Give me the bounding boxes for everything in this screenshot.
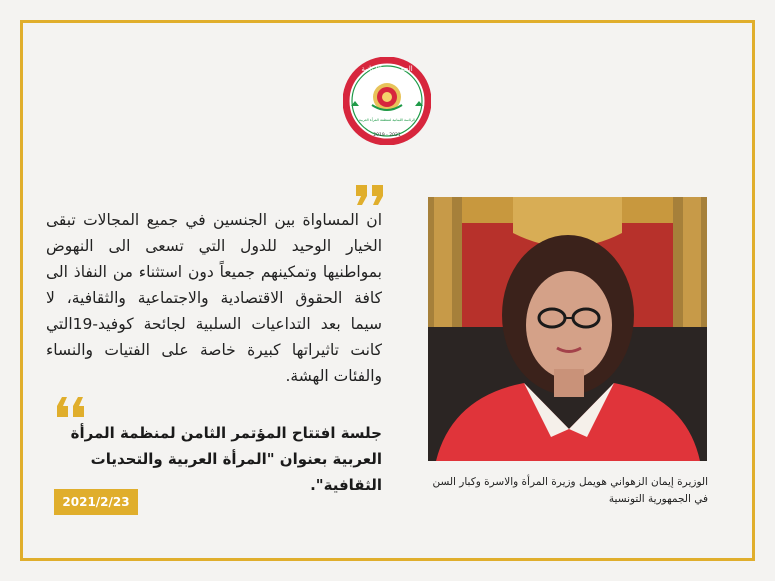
date-badge: 2021/2/23 [54,489,138,515]
quote-text: ان المساواة بين الجنسين في جميع المجالات تبقى الخيار الوحيد للدول التي تسعى الى النهوض بمواطنيها وتمكينهم جميعاً دون استثناء من النفاذ الى كافة الحقوق الاقتصادية والاجتماعية والثقافية، لا سيما بعد التداعيات السلبية لجائحة كوفيد-19التي كانت تاثيراتها كبيرة خاصة على الفتيات والنساء والفئات الهشة. [46,211,382,385]
logo-top-text: الجمهورية اللبنانية [361,65,413,73]
lebanese-presidency-logo [343,57,431,145]
event-caption: جلسة افتتاح المؤتمر الثامن لمنظمة المرأة العربية بعنوان "المرأة العربية والتحديات الثقافية". [70,424,382,494]
logo-years: 2019 - 2021 [373,133,401,138]
photo-caption: الوزيرة إيمان الزهواني هويمل وزيرة المرأة والاسرة وكبار السن في الجمهورية التونسية [432,476,708,505]
minister-photo [428,197,707,461]
logo-bottom-text: الرئاسة اللبنانية لمنظمة المرأة العربية [358,118,416,122]
quote-close-icon [54,395,86,419]
quote-open-icon [354,183,386,207]
